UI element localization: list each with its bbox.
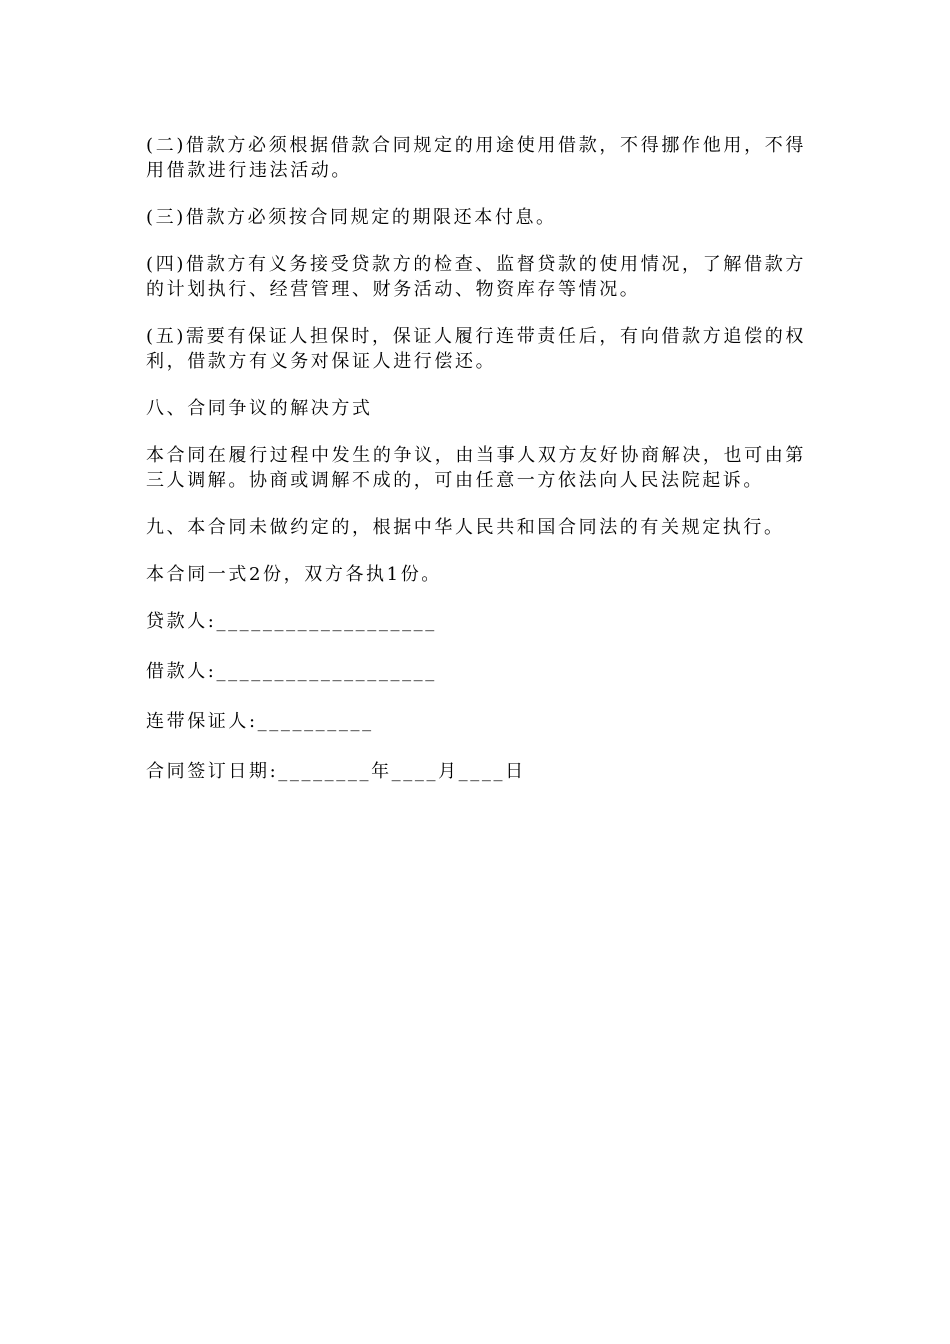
section-8-heading: 八、合同争议的解决方式 <box>146 398 373 419</box>
clause-2: (二)借款方必须根据借款合同规定的用途使用借款，不得挪作他用，不得用借款进行违法活动。 <box>146 135 806 181</box>
clause-5: (五)需要有保证人担保时，保证人履行连带责任后，有向借款方追偿的权利，借款方有义务对保证人进行偿还。 <box>146 326 806 372</box>
section-9-text: 九、本合同未做约定的，根据中华人民共和国合同法的有关规定执行。 <box>146 517 785 538</box>
clause-4: (四)借款方有义务接受贷款方的检查、监督贷款的使用情况，了解借款方的计划执行、经营管理、财务活动、物资库存等情况。 <box>146 254 806 300</box>
signing-date-line: 合同签订日期:________年____月____日 <box>146 761 526 782</box>
guarantor-signature-line: 连带保证人:__________ <box>146 711 374 732</box>
section-8-text: 本合同在履行过程中发生的争议，由当事人双方友好协商解决，也可由第三人调解。协商或调解不成的，可由任意一方依法向人民法院起诉。 <box>146 445 806 491</box>
document-body <box>146 133 806 809</box>
borrower-signature-line: 借款人:___________________ <box>146 661 437 682</box>
copies-statement: 本合同一式2份，双方各执1份。 <box>146 564 442 585</box>
clause-3: (三)借款方必须按合同规定的期限还本付息。 <box>146 207 557 228</box>
lender-signature-line: 贷款人:___________________ <box>146 611 437 632</box>
